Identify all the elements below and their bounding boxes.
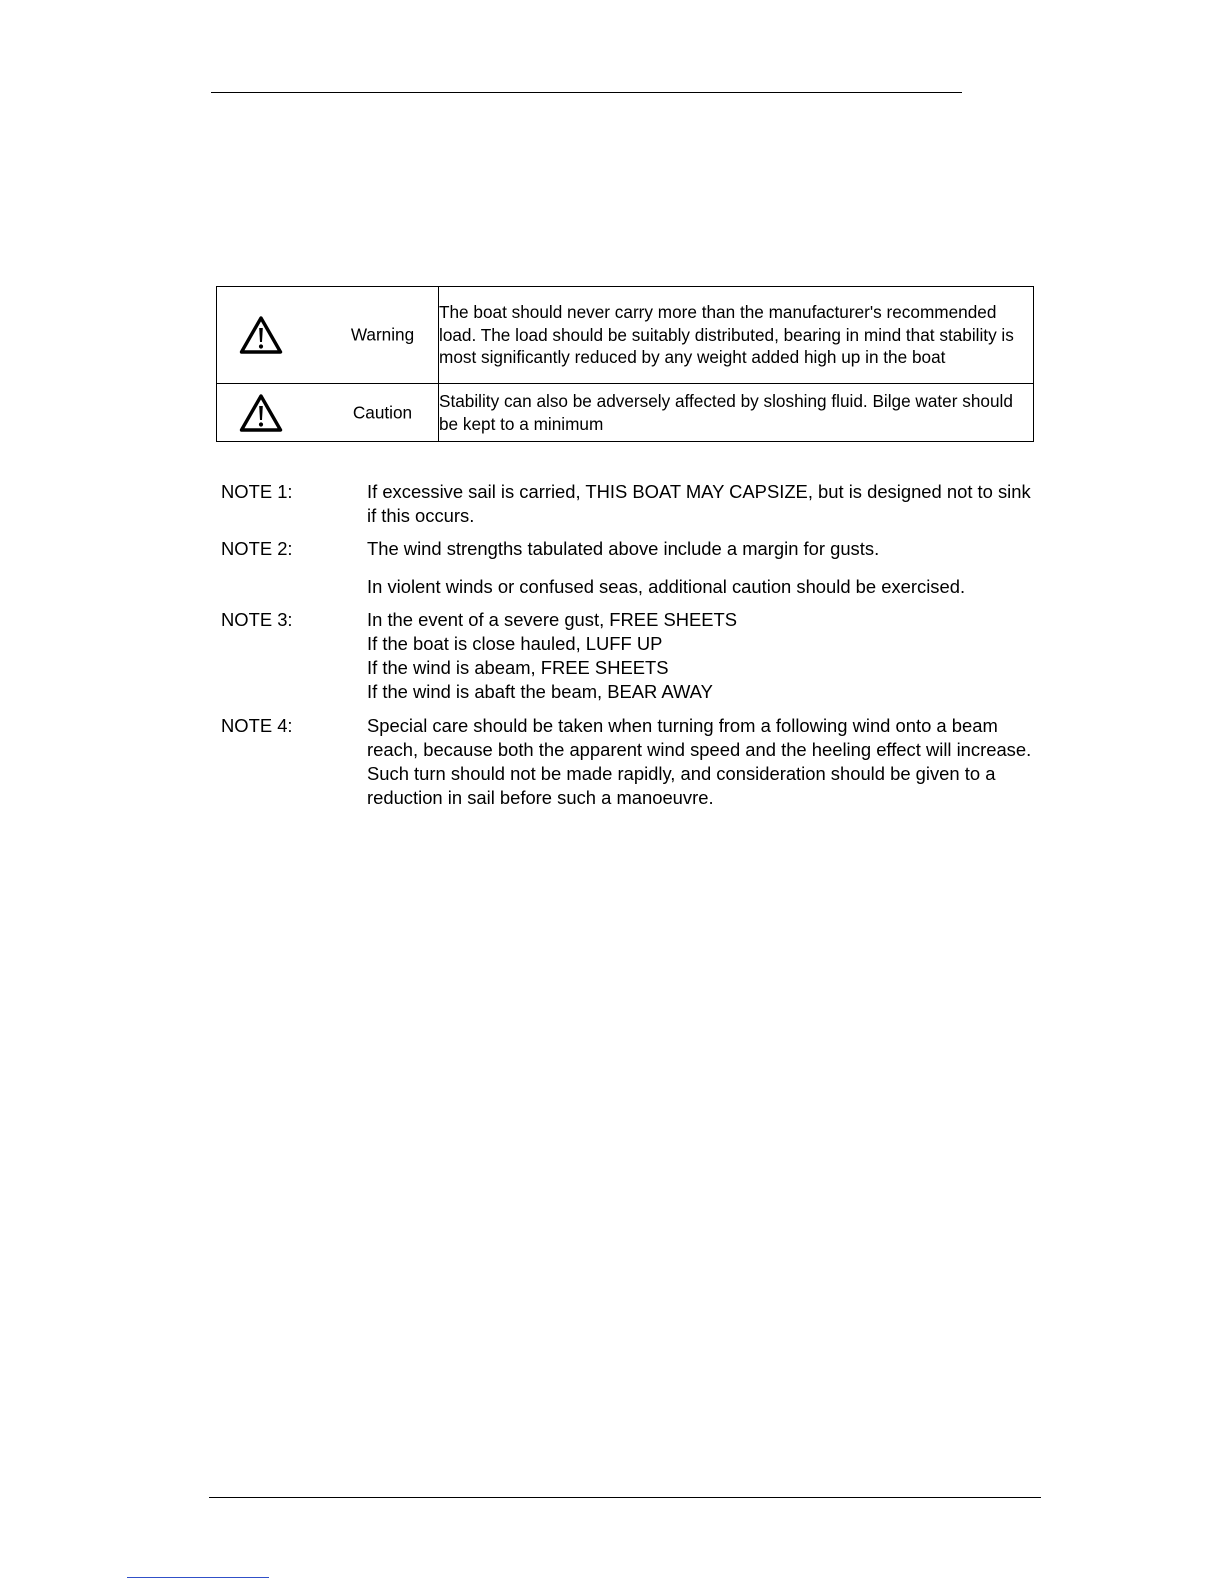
warning-triangle-icon: [239, 393, 283, 433]
note-3: [221, 608, 1041, 705]
note-1: [221, 480, 1041, 528]
note-label: NOTE 4:: [221, 714, 293, 736]
safety-message: The boat should never carry more than the manufacturer's recommended load. The load should be suitably distributed, bearing in mind that stability is most significantly reduced by any weight added high up in the boat: [439, 287, 1034, 384]
note-line: Special care should be taken when turning from a following wind onto a beam reach, because both the apparent wind speed and the heeling effect will increase. Such turn should not be made rapidly, and consideration should be given to a reduction in sail before such a manoeuvre.: [367, 714, 1032, 809]
note-4: [221, 714, 1041, 811]
note-label: NOTE 1:: [221, 481, 293, 502]
note-paragraph: [367, 714, 1041, 811]
note-line: The wind strengths tabulated above include a margin for gusts.: [367, 538, 880, 560]
note-2: [221, 537, 1041, 598]
safety-symbol-cell: [217, 287, 439, 384]
note-line: If the boat is close hauled, LUFF UP: [367, 633, 663, 655]
safety-label: Warning: [350, 324, 415, 345]
note-line: In the event of a severe gust, FREE SHEETS: [367, 608, 738, 630]
note-paragraph: [367, 480, 1041, 528]
safety-label: Caution: [352, 402, 413, 423]
note-paragraph: [367, 608, 1041, 705]
note-line: If the wind is abeam, FREE SHEETS: [367, 657, 669, 679]
note-body: [367, 537, 1041, 598]
note-label: NOTE 2:: [221, 538, 293, 560]
safety-symbol-cell: [217, 384, 439, 442]
note-body: [367, 608, 1041, 705]
note-line: In violent winds or confused seas, additional caution should be exercised.: [367, 575, 966, 597]
warning-triangle-icon: [239, 315, 283, 355]
safety-row-warning: [217, 287, 1034, 384]
safety-message: Stability can also be adversely affected by sloshing fluid. Bilge water should be kept to a minimum: [439, 384, 1034, 442]
note-body: [367, 714, 1041, 811]
footer-rule: [209, 1497, 1041, 1498]
note-label: NOTE 3:: [221, 608, 293, 630]
note-line: If the wind is abaft the beam, BEAR AWAY: [367, 681, 713, 703]
notes-section: [221, 480, 1041, 819]
note-line: If excessive sail is carried, THIS BOAT MAY CAPSIZE, but is designed not to sink if this occurs.: [367, 481, 1031, 527]
safety-row-caution: [217, 384, 1034, 442]
header-rule: [211, 92, 962, 93]
note-body: [367, 480, 1041, 528]
footer-link-underline: [127, 1577, 269, 1578]
safety-table: [216, 286, 1034, 442]
note-paragraph: [367, 575, 1041, 599]
note-paragraph: [367, 537, 1041, 561]
